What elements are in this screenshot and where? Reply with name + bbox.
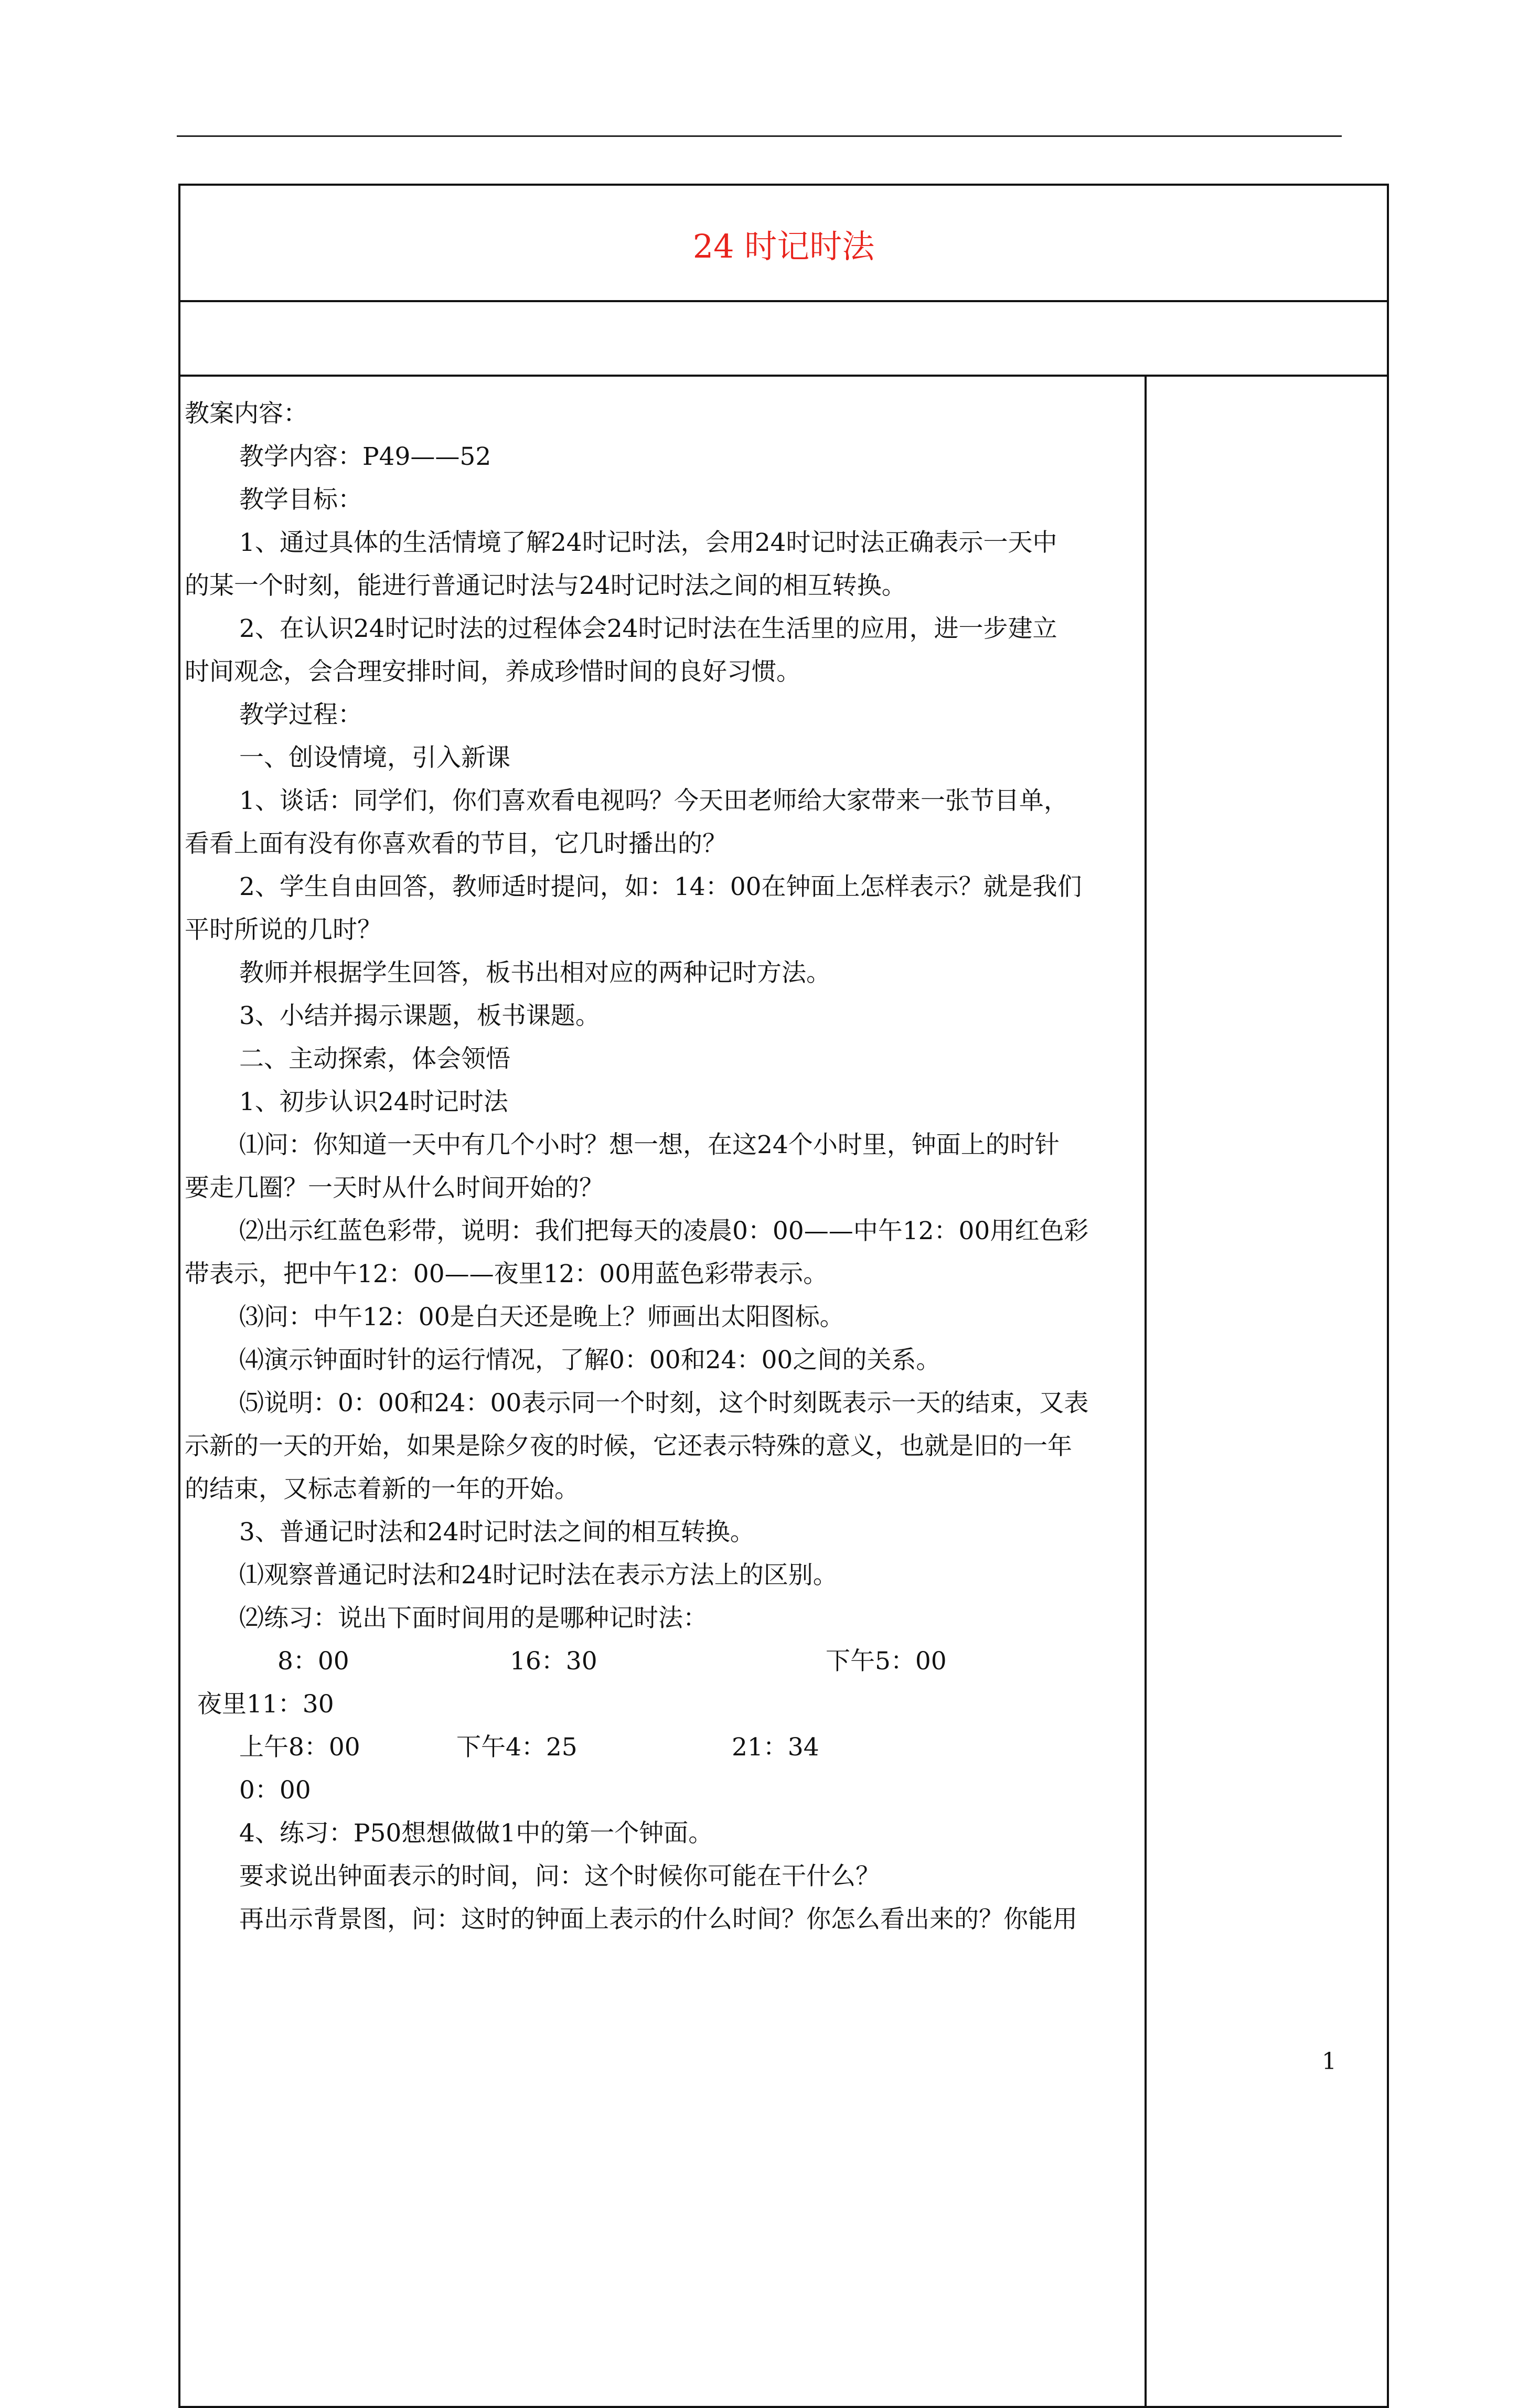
page-number: 1: [1322, 2048, 1337, 2075]
header-rule: [177, 135, 1342, 137]
time-example: 上午8：00: [239, 1733, 360, 1762]
text-line: 再出示背景图，问：这时的钟面上表示的什么时间？你怎么看出来的？你能用: [239, 1905, 1077, 1934]
text-line: 的某一个时刻，能进行普通记时法与24时记时法之间的相互转换。: [185, 571, 906, 600]
text-line: 教师并根据学生回答，板书出相对应的两种记时方法。: [239, 958, 831, 987]
text-line: 教学目标：: [239, 485, 362, 514]
time-example: 下午4：25: [456, 1733, 578, 1762]
text-line: 3、普通记时法和24时记时法之间的相互转换。: [239, 1518, 755, 1547]
title-cell: [179, 185, 1388, 301]
text-line: 的结束，又标志着新的一年的开始。: [185, 1475, 579, 1504]
text-line: ⑴观察普通记时法和24时记时法在表示方法上的区别。: [239, 1561, 838, 1590]
text-line: 1、谈话：同学们，你们喜欢看电视吗？今天田老师给大家带来一张节目单，: [239, 786, 1068, 815]
section-heading: 教案内容：: [185, 399, 308, 428]
time-examples-row-2: [185, 1683, 1145, 1726]
time-example: 16：30: [510, 1647, 597, 1676]
text-line: 示新的一天的开始，如果是除夕夜的时候，它还表示特殊的意义，也就是旧的一年: [185, 1432, 1072, 1461]
time-example: 21：34: [732, 1733, 819, 1762]
text-line: 1、初步认识24时记时法: [239, 1088, 508, 1116]
text-line: ⑷演示钟面时针的运行情况，了解0：00和24：00之间的关系。: [239, 1346, 941, 1375]
document-title: 24 时记时法: [692, 227, 875, 265]
text-line: 教学内容：P49——52: [239, 442, 491, 471]
lesson-plan-table: [178, 184, 1389, 2408]
text-line: 4、练习：P50想想做做1中的第一个钟面。: [239, 1819, 713, 1848]
text-line: ⑸说明：0：00和24：00表示同一个时刻，这个时刻既表示一天的结束，又表: [239, 1389, 1089, 1418]
text-line: 教学过程：: [239, 700, 362, 729]
text-line: 时间观念，会合理安排时间，养成珍惜时间的良好习惯。: [185, 657, 801, 686]
time-examples-row-4: [185, 1769, 1145, 1812]
text-line: ⑵练习：说出下面时间用的是哪种记时法：: [239, 1604, 708, 1633]
text-line: ⑶问：中午12：00是白天还是晚上？师画出太阳图标。: [239, 1303, 844, 1331]
text-line: 一、创设情境，引入新课: [239, 743, 510, 772]
time-examples-row-3: [185, 1726, 1145, 1769]
text-line: 2、学生自由回答，教师适时提问，如：14：00在钟面上怎样表示？就是我们: [239, 872, 1082, 901]
text-line: 带表示，把中午12：00——夜里12：00用蓝色彩带表示。: [185, 1260, 828, 1288]
blank-row: [179, 301, 1388, 376]
time-examples-row-1: [185, 1640, 1145, 1683]
text-line: ⑴问：你知道一天中有几个小时？想一想，在这24个小时里，钟面上的时针: [239, 1131, 1060, 1159]
text-line: 平时所说的几时？: [185, 915, 382, 944]
lesson-content: [180, 377, 1145, 1941]
text-line: ⑵出示红蓝色彩带，说明：我们把每天的凌晨0：00——中午12：00用红色彩: [239, 1217, 1089, 1245]
text-line: 1、通过具体的生活情境了解24时记时法，会用24时记时法正确表示一天中: [239, 528, 1057, 557]
notes-column-cell: [1146, 376, 1388, 2407]
lesson-content-cell: [179, 376, 1146, 2407]
time-example: 夜里11：30: [197, 1690, 334, 1719]
time-example: 下午5：00: [826, 1647, 947, 1676]
text-line: 要求说出钟面表示的时间，问：这个时候你可能在干什么？: [239, 1862, 880, 1891]
time-example: 0：00: [239, 1776, 311, 1805]
time-example: 8：00: [277, 1647, 349, 1676]
text-line: 二、主动探索，体会领悟: [239, 1045, 510, 1073]
text-line: 要走几圈？一天时从什么时间开始的？: [185, 1174, 604, 1202]
text-line: 看看上面有没有你喜欢看的节目，它几时播出的？: [185, 829, 727, 858]
text-line: 2、在认识24时记时法的过程体会24时记时法在生活里的应用，进一步建立: [239, 614, 1057, 643]
text-line: 3、小结并揭示课题，板书课题。: [239, 1001, 600, 1030]
